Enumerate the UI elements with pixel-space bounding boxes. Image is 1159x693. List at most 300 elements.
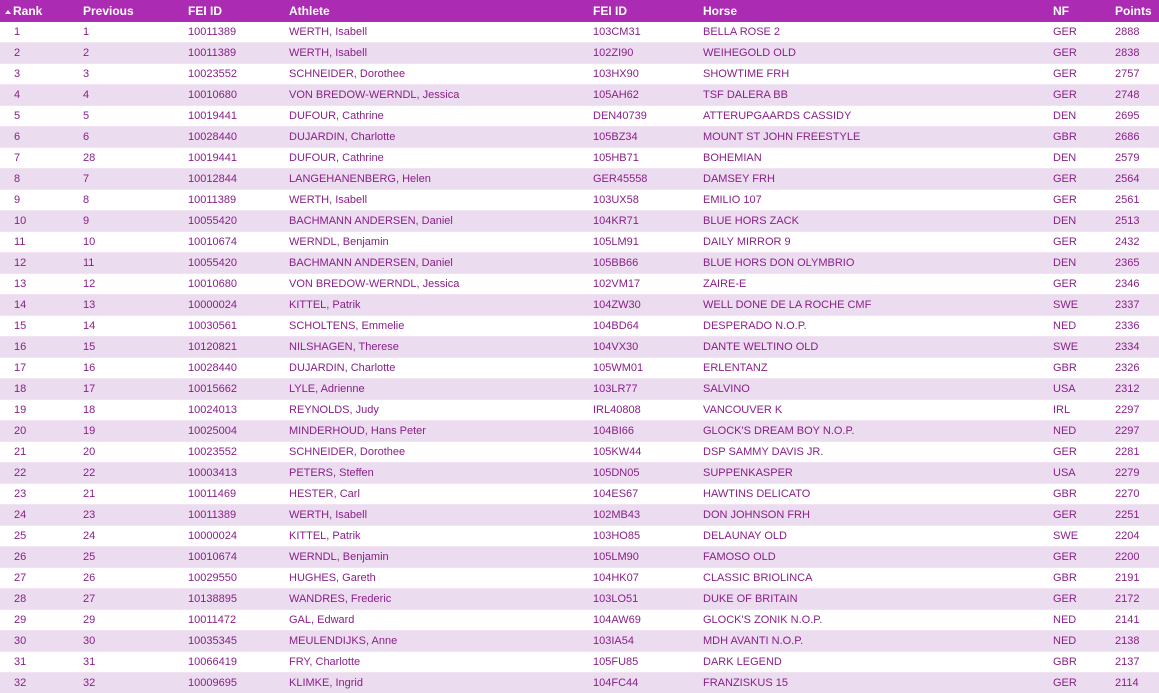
previous-rank-cell: 18 — [83, 404, 96, 416]
points-cell: 2579 — [1115, 152, 1140, 164]
athlete-fei-id-cell: 10010674 — [188, 236, 237, 248]
rank-cell: 27 — [14, 572, 27, 584]
horse-fei-id-cell: 102VM17 — [593, 278, 641, 290]
horse-name-cell[interactable]: ERLENTANZ — [703, 362, 768, 374]
horse-fei-id-cell: 102MB43 — [593, 509, 641, 521]
athlete-fei-id-cell: 10000024 — [188, 299, 237, 311]
athlete-fei-id-cell: 10000024 — [188, 530, 237, 542]
nation-cell: GBR — [1053, 656, 1077, 668]
table-row[interactable] — [0, 211, 1159, 232]
points-cell: 2561 — [1115, 194, 1140, 206]
athlete-fei-id-cell: 10120821 — [188, 341, 237, 353]
athlete-name-cell[interactable]: BACHMANN ANDERSEN, Daniel — [289, 215, 453, 227]
rank-cell: 26 — [14, 551, 27, 563]
rank-cell: 12 — [14, 257, 27, 269]
table-row[interactable] — [0, 673, 1159, 693]
nation-cell: SWE — [1053, 530, 1079, 542]
nation-cell: DEN — [1053, 152, 1077, 164]
athlete-name-cell[interactable]: GAL, Edward — [289, 614, 355, 626]
table-row[interactable] — [0, 568, 1159, 589]
nation-cell: USA — [1053, 467, 1076, 479]
athlete-name-cell[interactable]: SCHNEIDER, Dorothee — [289, 446, 406, 458]
horse-fei-id-cell: 104VX30 — [593, 341, 639, 353]
nation-cell: USA — [1053, 383, 1076, 395]
horse-name-cell[interactable]: VANCOUVER K — [703, 404, 783, 416]
nation-cell: GBR — [1053, 488, 1077, 500]
points-cell: 2204 — [1115, 530, 1140, 542]
horse-fei-id-cell: 102ZI90 — [593, 47, 634, 59]
horse-fei-id-cell: DEN40739 — [593, 110, 647, 122]
rank-cell: 3 — [14, 68, 21, 80]
points-cell: 2838 — [1115, 47, 1140, 59]
nation-cell: GBR — [1053, 572, 1077, 584]
previous-rank-cell: 27 — [83, 593, 96, 605]
horse-name-cell[interactable]: DAMSEY FRH — [703, 173, 775, 185]
rank-column-header[interactable] — [5, 0, 42, 22]
athlete-name-cell[interactable]: WERNDL, Benjamin — [289, 236, 389, 248]
previous-column-header[interactable]: Previous — [83, 4, 134, 18]
nation-cell: GER — [1053, 677, 1077, 689]
athlete-fei-id-cell: 10030561 — [188, 320, 237, 332]
horse-fei-id-cell: 105LM90 — [593, 551, 639, 563]
rank-cell: 1 — [14, 26, 21, 38]
athlete-name-cell[interactable]: LANGEHANENBERG, Helen — [289, 173, 431, 185]
previous-rank-cell: 32 — [83, 677, 96, 689]
horse-name-cell[interactable]: TSF DALERA BB — [703, 89, 788, 101]
nation-cell: SWE — [1053, 299, 1079, 311]
athlete-name-cell[interactable]: WERTH, Isabell — [289, 47, 368, 59]
nation-cell: GER — [1053, 278, 1077, 290]
nation-cell: GER — [1053, 593, 1077, 605]
athlete-name-cell[interactable]: KITTEL, Patrik — [289, 299, 361, 311]
horse-name-cell[interactable]: WEIHEGOLD OLD — [703, 47, 796, 59]
previous-rank-cell: 25 — [83, 551, 96, 563]
athlete-fei-id-cell: 10003413 — [188, 467, 237, 479]
nation-cell: GBR — [1053, 131, 1077, 143]
athlete-fei-id-cell: 10028440 — [188, 131, 237, 143]
points-cell: 2365 — [1115, 257, 1140, 269]
previous-rank-cell: 23 — [83, 509, 96, 521]
previous-rank-cell: 24 — [83, 530, 96, 542]
points-column-header[interactable]: Points — [1115, 4, 1152, 18]
fei-id-column-header[interactable]: FEI ID — [188, 4, 223, 18]
table-row[interactable] — [0, 127, 1159, 148]
athlete-fei-id-cell: 10011469 — [188, 488, 237, 500]
athlete-name-cell[interactable]: NILSHAGEN, Therese — [289, 341, 399, 353]
athlete-name-cell[interactable]: SCHOLTENS, Emmelie — [289, 320, 405, 332]
horse-name-cell[interactable]: MDH AVANTI N.O.P. — [703, 635, 804, 647]
horse-fei-id-cell: 105BB66 — [593, 257, 639, 269]
nation-cell: GER — [1053, 26, 1077, 38]
previous-rank-cell: 1 — [83, 26, 90, 38]
points-cell: 2326 — [1115, 362, 1140, 374]
points-cell: 2334 — [1115, 341, 1140, 353]
athlete-name-cell[interactable]: HESTER, Carl — [289, 488, 360, 500]
horse-name-cell[interactable]: SALVINO — [703, 383, 750, 395]
table-row[interactable] — [0, 526, 1159, 547]
horse-name-cell[interactable]: HAWTINS DELICATO — [703, 488, 811, 500]
horse-fei-id-cell: GER45558 — [593, 173, 648, 185]
points-cell: 2297 — [1115, 425, 1140, 437]
previous-rank-cell: 2 — [83, 47, 90, 59]
rank-cell: 14 — [14, 299, 27, 311]
sort-ascending-icon — [5, 10, 11, 14]
athlete-fei-id-cell: 10023552 — [188, 68, 237, 80]
athlete-fei-id-cell: 10011472 — [188, 614, 237, 626]
nation-cell: IRL — [1053, 404, 1071, 416]
athlete-name-cell[interactable]: KLIMKE, Ingrid — [289, 677, 363, 689]
previous-rank-cell: 4 — [83, 89, 90, 101]
rank-cell: 25 — [14, 530, 27, 542]
horse-fei-id-cell: 103IA54 — [593, 635, 634, 647]
rank-cell: 6 — [14, 131, 21, 143]
horse-fei-id-cell: 105FU85 — [593, 656, 639, 668]
horse-fei-id-cell: 104BD64 — [593, 320, 639, 332]
points-cell: 2695 — [1115, 110, 1140, 122]
horse-name-cell[interactable]: GLOCK'S DREAM BOY N.O.P. — [703, 425, 855, 437]
points-cell: 2564 — [1115, 173, 1140, 185]
previous-rank-cell: 30 — [83, 635, 96, 647]
horse-name-cell[interactable]: DELAUNAY OLD — [703, 530, 787, 542]
table-row[interactable] — [0, 442, 1159, 463]
points-cell: 2114 — [1115, 677, 1139, 689]
nation-cell: GER — [1053, 68, 1077, 80]
nation-cell: DEN — [1053, 215, 1077, 227]
table-row[interactable] — [0, 169, 1159, 190]
horse-fei-id-cell: 105DN05 — [593, 467, 640, 479]
athlete-fei-id-cell: 10011389 — [188, 47, 237, 59]
points-cell: 2279 — [1115, 467, 1140, 479]
athlete-name-cell[interactable]: WERTH, Isabell — [289, 26, 368, 38]
points-cell: 2270 — [1115, 488, 1140, 500]
athlete-fei-id-cell: 10025004 — [188, 425, 237, 437]
points-cell: 2337 — [1115, 299, 1140, 311]
horse-column-header[interactable]: Horse — [703, 4, 738, 18]
athlete-name-cell[interactable]: FRY, Charlotte — [289, 656, 361, 668]
rank-cell: 11 — [14, 236, 26, 248]
athlete-name-cell[interactable]: LYLE, Adrienne — [289, 383, 365, 395]
horse-fei-id-cell: IRL40808 — [593, 404, 641, 416]
horse-name-cell[interactable]: BLUE HORS ZACK — [703, 215, 799, 227]
horse-name-cell[interactable]: GLOCK'S ZONIK N.O.P. — [703, 614, 823, 626]
table-row[interactable] — [0, 85, 1159, 106]
previous-rank-cell: 31 — [83, 656, 96, 668]
table-row[interactable] — [0, 337, 1159, 358]
rank-cell: 31 — [14, 656, 27, 668]
rank-cell: 30 — [14, 635, 27, 647]
rank-cell: 21 — [14, 446, 27, 458]
previous-rank-cell: 21 — [83, 488, 96, 500]
rank-cell: 16 — [14, 341, 27, 353]
horse-fei-id-cell: 104FC44 — [593, 677, 639, 689]
rank-cell: 20 — [14, 425, 27, 437]
horse-name-cell[interactable]: BLUE HORS DON OLYMBRIO — [703, 257, 855, 269]
athlete-name-cell[interactable]: DUFOUR, Cathrine — [289, 110, 384, 122]
previous-rank-cell: 15 — [83, 341, 96, 353]
table-row[interactable] — [0, 190, 1159, 211]
points-cell: 2748 — [1115, 89, 1140, 101]
table-row[interactable] — [0, 610, 1159, 631]
athlete-fei-id-cell: 10019441 — [188, 110, 237, 122]
nf-column-header[interactable]: NF — [1053, 4, 1069, 18]
horse-name-cell[interactable]: BOHEMIAN — [703, 152, 762, 164]
table-row[interactable] — [0, 22, 1159, 43]
horse-fei-id-cell: 104HK07 — [593, 572, 639, 584]
horse-name-cell[interactable]: SHOWTIME FRH — [703, 68, 790, 80]
table-row[interactable] — [0, 274, 1159, 295]
athlete-fei-id-cell: 10011389 — [188, 509, 237, 521]
points-cell: 2312 — [1115, 383, 1140, 395]
horse-fei-id-cell: 105WM01 — [593, 362, 644, 374]
points-cell: 2191 — [1115, 572, 1140, 584]
nation-cell: GER — [1053, 89, 1077, 101]
nation-cell: GER — [1053, 551, 1077, 563]
horse-name-cell[interactable]: FAMOSO OLD — [703, 551, 776, 563]
table-row[interactable] — [0, 43, 1159, 64]
nation-cell: NED — [1053, 614, 1077, 626]
previous-rank-cell: 10 — [83, 236, 96, 248]
points-cell: 2172 — [1115, 593, 1140, 605]
athlete-fei-id-cell: 10029550 — [188, 572, 237, 584]
points-cell: 2346 — [1115, 278, 1140, 290]
points-cell: 2336 — [1115, 320, 1140, 332]
athlete-name-cell[interactable]: VON BREDOW-WERNDL, Jessica — [289, 278, 460, 290]
rank-cell: 17 — [14, 362, 27, 374]
horse-fei-id-cell: 105BZ34 — [593, 131, 638, 143]
horse-fei-id-cell: 103HO85 — [593, 530, 641, 542]
previous-rank-cell: 9 — [83, 215, 90, 227]
table-row[interactable] — [0, 232, 1159, 253]
horse-fei-id-cell: 104BI66 — [593, 425, 634, 437]
table-row[interactable] — [0, 316, 1159, 337]
athlete-name-cell[interactable]: SCHNEIDER, Dorothee — [289, 68, 406, 80]
horse-name-cell[interactable]: EMILIO 107 — [703, 194, 762, 206]
horse-fei-id-cell: 105LM91 — [593, 236, 639, 248]
previous-rank-cell: 20 — [83, 446, 96, 458]
horse-fei-id-cell: 103HX90 — [593, 68, 639, 80]
table-row[interactable] — [0, 505, 1159, 526]
athlete-fei-id-cell: 10023552 — [188, 446, 237, 458]
athlete-fei-id-cell: 10010674 — [188, 551, 237, 563]
nation-cell: GBR — [1053, 362, 1077, 374]
rank-cell: 10 — [14, 215, 27, 227]
table-row[interactable] — [0, 631, 1159, 652]
horse-fei-id-cell: 103CM31 — [593, 26, 641, 38]
athlete-fei-id-cell: 10011389 — [188, 194, 237, 206]
athlete-name-cell[interactable]: KITTEL, Patrik — [289, 530, 361, 542]
nation-cell: DEN — [1053, 110, 1077, 122]
points-cell: 2757 — [1115, 68, 1140, 80]
athlete-fei-id-cell: 10011389 — [188, 26, 237, 38]
points-cell: 2686 — [1115, 131, 1140, 143]
nation-cell: GER — [1053, 446, 1077, 458]
points-cell: 2297 — [1115, 404, 1140, 416]
rank-cell: 13 — [14, 278, 27, 290]
rank-cell: 2 — [14, 47, 21, 59]
athlete-fei-id-cell: 10012844 — [188, 173, 237, 185]
rank-cell: 4 — [14, 89, 21, 101]
rank-cell: 32 — [14, 677, 27, 689]
athlete-fei-id-cell: 10010680 — [188, 278, 237, 290]
athlete-name-cell[interactable]: WERTH, Isabell — [289, 194, 368, 206]
table-body — [0, 22, 1159, 693]
horse-name-cell[interactable]: SUPPENKASPER — [703, 467, 793, 479]
rank-cell: 8 — [14, 173, 21, 185]
athlete-name-cell[interactable]: WANDRES, Frederic — [289, 593, 392, 605]
athlete-name-cell[interactable]: DUJARDIN, Charlotte — [289, 131, 396, 143]
athlete-name-cell[interactable]: WERNDL, Benjamin — [289, 551, 389, 563]
table-row[interactable] — [0, 589, 1159, 610]
horse-name-cell[interactable]: DSP SAMMY DAVIS JR. — [703, 446, 824, 458]
previous-rank-cell: 26 — [83, 572, 96, 584]
points-cell: 2432 — [1115, 236, 1140, 248]
rank-header-label: Rank — [13, 4, 43, 18]
rank-cell: 9 — [14, 194, 21, 206]
horse-name-cell[interactable]: WELL DONE DE LA ROCHE CMF — [703, 299, 872, 311]
nation-cell: GER — [1053, 509, 1077, 521]
points-cell: 2141 — [1115, 614, 1140, 626]
athlete-fei-id-cell: 10055420 — [188, 257, 237, 269]
athlete-name-cell[interactable]: BACHMANN ANDERSEN, Daniel — [289, 257, 453, 269]
nation-cell: DEN — [1053, 257, 1077, 269]
rank-cell: 29 — [14, 614, 27, 626]
athlete-name-cell[interactable]: DUFOUR, Cathrine — [289, 152, 384, 164]
nation-cell: GER — [1053, 236, 1077, 248]
table-row[interactable] — [0, 379, 1159, 400]
athlete-name-cell[interactable]: MINDERHOUD, Hans Peter — [289, 425, 426, 437]
athlete-name-cell[interactable]: WERTH, Isabell — [289, 509, 368, 521]
points-cell: 2251 — [1115, 509, 1140, 521]
points-cell: 2200 — [1115, 551, 1140, 563]
horse-fei-id-column-header[interactable]: FEI ID — [593, 4, 628, 18]
previous-rank-cell: 22 — [83, 467, 96, 479]
nation-cell: SWE — [1053, 341, 1079, 353]
table-row[interactable] — [0, 484, 1159, 505]
table-row[interactable] — [0, 652, 1159, 673]
table-row[interactable] — [0, 295, 1159, 316]
previous-rank-cell: 14 — [83, 320, 96, 332]
previous-rank-cell: 7 — [83, 173, 90, 185]
horse-name-cell[interactable]: DANTE WELTINO OLD — [703, 341, 819, 353]
horse-fei-id-cell: 105KW44 — [593, 446, 642, 458]
horse-name-cell[interactable]: ZAIRE-E — [703, 278, 747, 290]
nation-cell: GER — [1053, 194, 1077, 206]
athlete-column-header[interactable]: Athlete — [289, 4, 330, 18]
rank-cell: 5 — [14, 110, 21, 122]
horse-fei-id-cell: 105HB71 — [593, 152, 639, 164]
rank-cell: 24 — [14, 509, 27, 521]
rank-cell: 28 — [14, 593, 27, 605]
horse-name-cell[interactable]: FRANZISKUS 15 — [703, 677, 788, 689]
table-row[interactable] — [0, 358, 1159, 379]
horse-name-cell[interactable]: DON JOHNSON FRH — [703, 509, 810, 521]
rank-cell: 7 — [14, 152, 21, 164]
nation-cell: NED — [1053, 635, 1077, 647]
athlete-name-cell[interactable]: PETERS, Steffen — [289, 467, 374, 479]
horse-fei-id-cell: 104KR71 — [593, 215, 639, 227]
points-cell: 2513 — [1115, 215, 1140, 227]
previous-rank-cell: 29 — [83, 614, 96, 626]
horse-name-cell[interactable]: BELLA ROSE 2 — [703, 26, 781, 38]
previous-rank-cell: 11 — [83, 257, 95, 269]
rank-cell: 23 — [14, 488, 27, 500]
athlete-name-cell[interactable]: DUJARDIN, Charlotte — [289, 362, 396, 374]
athlete-fei-id-cell: 10035345 — [188, 635, 237, 647]
horse-fei-id-cell: 103LR77 — [593, 383, 638, 395]
points-cell: 2281 — [1115, 446, 1140, 458]
table-row[interactable] — [0, 106, 1159, 127]
athlete-fei-id-cell: 10066419 — [188, 656, 237, 668]
horse-fei-id-cell: 104ES67 — [593, 488, 639, 500]
table-row[interactable] — [0, 148, 1159, 169]
previous-rank-cell: 3 — [83, 68, 90, 80]
athlete-name-cell[interactable]: MEULENDIJKS, Anne — [289, 635, 398, 647]
athlete-fei-id-cell: 10024013 — [188, 404, 237, 416]
nation-cell: NED — [1053, 425, 1077, 437]
athlete-fei-id-cell: 10055420 — [188, 215, 237, 227]
athlete-fei-id-cell: 10010680 — [188, 89, 237, 101]
athlete-fei-id-cell: 10015662 — [188, 383, 237, 395]
table-row[interactable] — [0, 463, 1159, 484]
rank-cell: 15 — [14, 320, 27, 332]
points-cell: 2137 — [1115, 656, 1140, 668]
horse-fei-id-cell: 104AW69 — [593, 614, 641, 626]
previous-rank-cell: 19 — [83, 425, 96, 437]
rank-cell: 18 — [14, 383, 27, 395]
athlete-fei-id-cell: 10009695 — [188, 677, 237, 689]
horse-fei-id-cell: 103UX58 — [593, 194, 639, 206]
previous-rank-cell: 8 — [83, 194, 90, 206]
horse-name-cell[interactable]: DAILY MIRROR 9 — [703, 236, 791, 248]
athlete-fei-id-cell: 10019441 — [188, 152, 237, 164]
nation-cell: GER — [1053, 173, 1077, 185]
previous-rank-cell: 16 — [83, 362, 96, 374]
athlete-name-cell[interactable]: HUGHES, Gareth — [289, 572, 376, 584]
table-header — [0, 0, 1159, 22]
horse-name-cell[interactable]: DUKE OF BRITAIN — [703, 593, 798, 605]
previous-rank-cell: 13 — [83, 299, 96, 311]
points-cell: 2138 — [1115, 635, 1140, 647]
horse-name-cell[interactable]: CLASSIC BRIOLINCA — [703, 572, 813, 584]
previous-rank-cell: 17 — [83, 383, 96, 395]
horse-name-cell[interactable]: DARK LEGEND — [703, 656, 782, 668]
table-row[interactable] — [0, 547, 1159, 568]
nation-cell: NED — [1053, 320, 1077, 332]
table-row[interactable] — [0, 253, 1159, 274]
horse-fei-id-cell: 104ZW30 — [593, 299, 641, 311]
horse-fei-id-cell: 105AH62 — [593, 89, 639, 101]
points-cell: 2888 — [1115, 26, 1140, 38]
athlete-fei-id-cell: 10028440 — [188, 362, 237, 374]
table-row[interactable] — [0, 64, 1159, 85]
athlete-name-cell[interactable]: VON BREDOW-WERNDL, Jessica — [289, 89, 460, 101]
horse-name-cell[interactable]: DESPERADO N.O.P. — [703, 320, 807, 332]
rank-cell: 22 — [14, 467, 27, 479]
horse-fei-id-cell: 103LO51 — [593, 593, 639, 605]
previous-rank-cell: 6 — [83, 131, 90, 143]
previous-rank-cell: 5 — [83, 110, 90, 122]
horse-name-cell[interactable]: ATTERUPGAARDS CASSIDY — [703, 110, 852, 122]
horse-name-cell[interactable]: MOUNT ST JOHN FREESTYLE — [703, 131, 861, 143]
nation-cell: GER — [1053, 47, 1077, 59]
rank-cell: 19 — [14, 404, 27, 416]
previous-rank-cell: 28 — [83, 152, 96, 164]
previous-rank-cell: 12 — [83, 278, 96, 290]
table-row[interactable] — [0, 421, 1159, 442]
athlete-name-cell[interactable]: REYNOLDS, Judy — [289, 404, 379, 416]
table-row[interactable] — [0, 400, 1159, 421]
athlete-fei-id-cell: 10138895 — [188, 593, 237, 605]
